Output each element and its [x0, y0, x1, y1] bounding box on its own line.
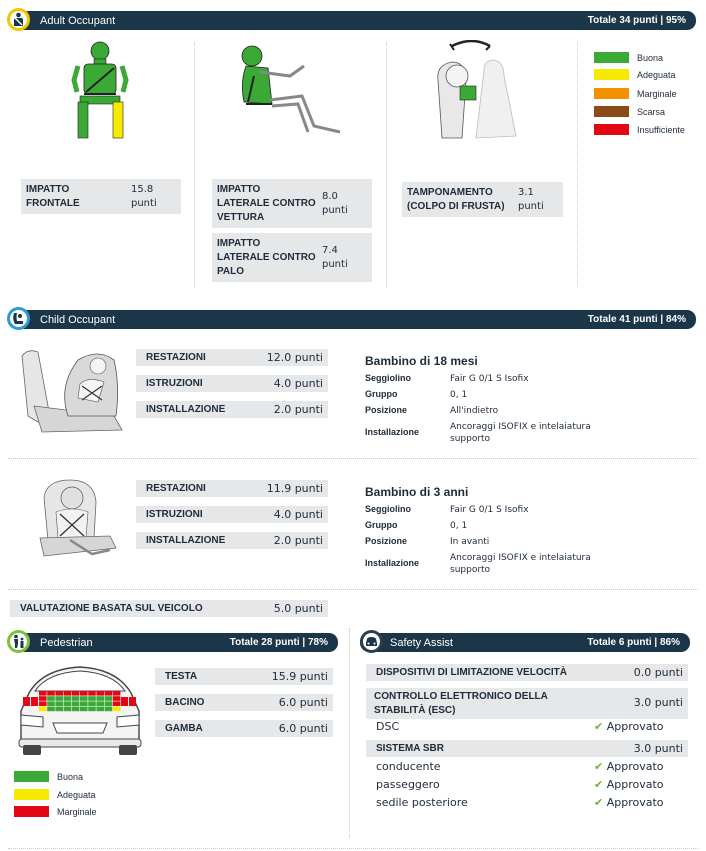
adult-divider-2: [386, 42, 387, 287]
legend-swatch-weak: [594, 106, 629, 117]
adult-divider-3: [577, 42, 578, 287]
safety-assist-title: Safety Assist: [390, 636, 453, 649]
legend-swatch-poor: [594, 124, 629, 135]
bonnet-grid-cell: [39, 701, 47, 706]
c18-installation: Installazione Ancoraggi ISOFIX e intelaiatura supporto: [365, 422, 591, 444]
bonnet-grid-cell: [121, 697, 128, 706]
bonnet-grid-cell: [31, 697, 38, 706]
legend-label-good: Buona: [637, 52, 664, 63]
esc-row: CONTROLLO ELETTRONICO DELLA STABILITÀ (ESC) 3.0 punti: [366, 688, 688, 719]
bonnet-grid-cell: [113, 701, 121, 706]
legend-weak: [594, 106, 665, 117]
ped-legend-swatch-marginal: [14, 806, 49, 817]
safety-assist-header: [360, 633, 690, 652]
legend-swatch-good: [594, 52, 629, 63]
pedestrian-title: Pedestrian: [40, 636, 93, 649]
c3-installation: Installazione Ancoraggi ISOFIX e intelaiatura supporto: [365, 553, 591, 575]
pedestrian-icon: [7, 630, 30, 653]
sbr-passenger-status: ✔ Approvato: [594, 778, 664, 791]
ped-legend-swatch-good: [14, 771, 49, 782]
bonnet-grid-cell: [72, 696, 80, 701]
child-divider-2: [8, 589, 698, 590]
legend-swatch-adequate: [594, 69, 629, 80]
bonnet-grid-cell: [72, 701, 80, 706]
ped-legend-marginal: [14, 806, 97, 817]
adult-occupant-header: [10, 11, 696, 30]
ped-legend-label-adequate: Adeguata: [57, 789, 96, 800]
whiplash-score: TAMPONAMENTO (COLPO DI FRUSTA) 3.1 punti: [402, 182, 563, 217]
bonnet-grid-cell: [64, 701, 72, 706]
c18-restraint-row: RESTAZIONI 12.0 punti: [136, 349, 328, 366]
adult-occupant-title: Adult Occupant: [40, 14, 116, 27]
bonnet-grid-cell: [64, 696, 72, 701]
side-impact-dummy: [232, 42, 344, 140]
check-icon: ✔: [594, 796, 604, 809]
rear-facing-seat-illustration: [18, 346, 128, 436]
c18-seat: Seggiolino Fair G 0/1 S Isofix: [365, 373, 529, 384]
sbr-row: SISTEMA SBR 3.0 punti: [366, 740, 688, 757]
bonnet-grid-cell: [96, 691, 104, 696]
c3-group: Gruppo 0, 1: [365, 520, 468, 531]
legend-label-weak: Scarsa: [637, 106, 666, 117]
bonnet-grid-cell: [55, 696, 63, 701]
bonnet-grid-cell: [113, 691, 121, 696]
bonnet-grid-cell: [72, 691, 80, 696]
c3-restraint-row: RESTAZIONI 11.9 punti: [136, 480, 328, 497]
bonnet-grid-cell: [105, 696, 113, 701]
child-occupant-score: Totale 41 punti | 84%: [587, 314, 686, 325]
c18-group: Gruppo 0, 1: [365, 389, 468, 400]
check-icon: ✔: [594, 778, 604, 791]
vehicle-based-assessment-row: VALUTAZIONE BASATA SUL VEICOLO 5.0 punti: [10, 600, 328, 617]
frontal-impact-score: IMPATTO FRONTALE 15.8 punti: [21, 179, 181, 214]
legend-swatch-marginal: [594, 88, 629, 99]
bonnet-grid-cell: [39, 691, 47, 696]
legend-label-marginal: Marginale: [637, 88, 677, 99]
speed-limitation-row: DISPOSITIVI DI LIMITAZIONE VELOCITÀ 0.0 punti: [366, 664, 688, 681]
sbr-rear-status: ✔ Approvato: [594, 796, 664, 809]
bonnet-grid-cell: [72, 707, 80, 712]
bonnet-grid-cell: [47, 707, 55, 712]
adult-divider-1: [194, 42, 195, 287]
bonnet-grid-cell: [80, 691, 88, 696]
bonnet-grid-cell: [96, 701, 104, 706]
check-icon: ✔: [594, 760, 604, 773]
adult-occupant-score: Totale 34 punti | 95%: [587, 15, 686, 26]
seatbelt-person-icon: [7, 8, 30, 31]
bonnet-grid-cell: [129, 697, 136, 706]
bonnet-grid-cell: [23, 697, 30, 706]
bonnet-grid-cell: [105, 701, 113, 706]
sbr-rear-label: sedile posteriore: [376, 796, 468, 809]
bonnet-grid-cell: [55, 707, 63, 712]
safety-assist-score: Totale 6 punti | 86%: [587, 637, 680, 648]
c18-installation-row: INSTALLAZIONE 2.0 punti: [136, 401, 328, 418]
child-divider-1: [8, 458, 698, 459]
bonnet-grid-cell: [64, 707, 72, 712]
bonnet-grid-cell: [39, 707, 47, 712]
c3-installation-row: INSTALLAZIONE 2.0 punti: [136, 532, 328, 549]
bonnet-grid-cell: [47, 701, 55, 706]
ped-legend-label-marginal: Marginale: [57, 806, 97, 817]
check-icon: ✔: [594, 720, 604, 733]
child-occupant-title: Child Occupant: [40, 313, 116, 326]
bonnet-grid-cell: [80, 701, 88, 706]
ped-head-row: TESTA 15.9 punti: [155, 668, 333, 685]
c3-seat: Seggiolino Fair G 0/1 S Isofix: [365, 504, 529, 515]
ped-pelvis-row: BACINO 6.0 punti: [155, 694, 333, 711]
ped-legend-good: [14, 771, 83, 782]
bonnet-grid-cell: [55, 701, 63, 706]
ped-leg-row: GAMBA 6.0 punti: [155, 720, 333, 737]
side-impact-pole-score: IMPATTO LATERALE CONTRO PALO 7.4 punti: [212, 233, 372, 282]
bonnet-grid-cell: [47, 696, 55, 701]
sbr-passenger-label: passeggero: [376, 778, 440, 791]
legend-good: [594, 52, 663, 63]
bonnet-grid-cell: [55, 691, 63, 696]
dsc-label: DSC: [376, 720, 400, 733]
pedestrian-score: Totale 28 punti | 78%: [229, 637, 328, 648]
c18-position: Posizione All'indietro: [365, 405, 499, 416]
bonnet-grid-cell: [113, 707, 121, 712]
bonnet-grid-cell: [64, 691, 72, 696]
c3-position: Posizione In avanti: [365, 536, 490, 547]
c18-title: Bambino di 18 mesi: [365, 354, 478, 368]
bonnet-grid-cell: [105, 691, 113, 696]
legend-adequate: [594, 69, 676, 80]
frontal-impact-dummy: [70, 40, 130, 140]
c3-title: Bambino di 3 anni: [365, 485, 469, 499]
ped-legend-swatch-adequate: [14, 789, 49, 800]
legend-label-adequate: Adeguata: [637, 69, 676, 80]
bonnet-grid-cell: [80, 696, 88, 701]
legend-label-poor: Insufficiente: [637, 124, 685, 135]
child-occupant-header: [10, 310, 696, 329]
side-impact-car-score: IMPATTO LATERALE CONTRO VETTURA 8.0 punti: [212, 179, 372, 228]
car-front-illustration: [13, 661, 147, 756]
forward-facing-seat-illustration: [30, 478, 120, 568]
bonnet-grid-cell: [113, 696, 121, 701]
legend-marginal: [594, 88, 677, 99]
bonnet-grid-cell: [105, 707, 113, 712]
bonnet-grid-cell: [47, 691, 55, 696]
ped-legend-label-good: Buona: [57, 771, 84, 782]
dsc-status: ✔ Approvato: [594, 720, 664, 733]
car-front-icon: [360, 630, 383, 653]
child-seat-icon: [7, 307, 30, 330]
bonnet-grid-cell: [96, 707, 104, 712]
bonnet-grid-cell: [80, 707, 88, 712]
bonnet-grid-cell: [96, 696, 104, 701]
c3-instructions-row: ISTRUZIONI 4.0 punti: [136, 506, 328, 523]
sbr-driver-status: ✔ Approvato: [594, 760, 664, 773]
bottom-divider: [349, 628, 350, 838]
ped-legend-adequate: [14, 789, 96, 800]
footer-divider: [8, 848, 698, 849]
bonnet-grid-cell: [88, 696, 96, 701]
bonnet-grid-cell: [88, 707, 96, 712]
bonnet-grid-cell: [88, 691, 96, 696]
sbr-driver-label: conducente: [376, 760, 441, 773]
pedestrian-header: [10, 633, 338, 652]
bonnet-grid-cell: [39, 696, 47, 701]
c18-instructions-row: ISTRUZIONI 4.0 punti: [136, 375, 328, 392]
legend-poor: [594, 124, 685, 135]
whiplash-figure: [432, 40, 522, 140]
bonnet-grid-cell: [88, 701, 96, 706]
